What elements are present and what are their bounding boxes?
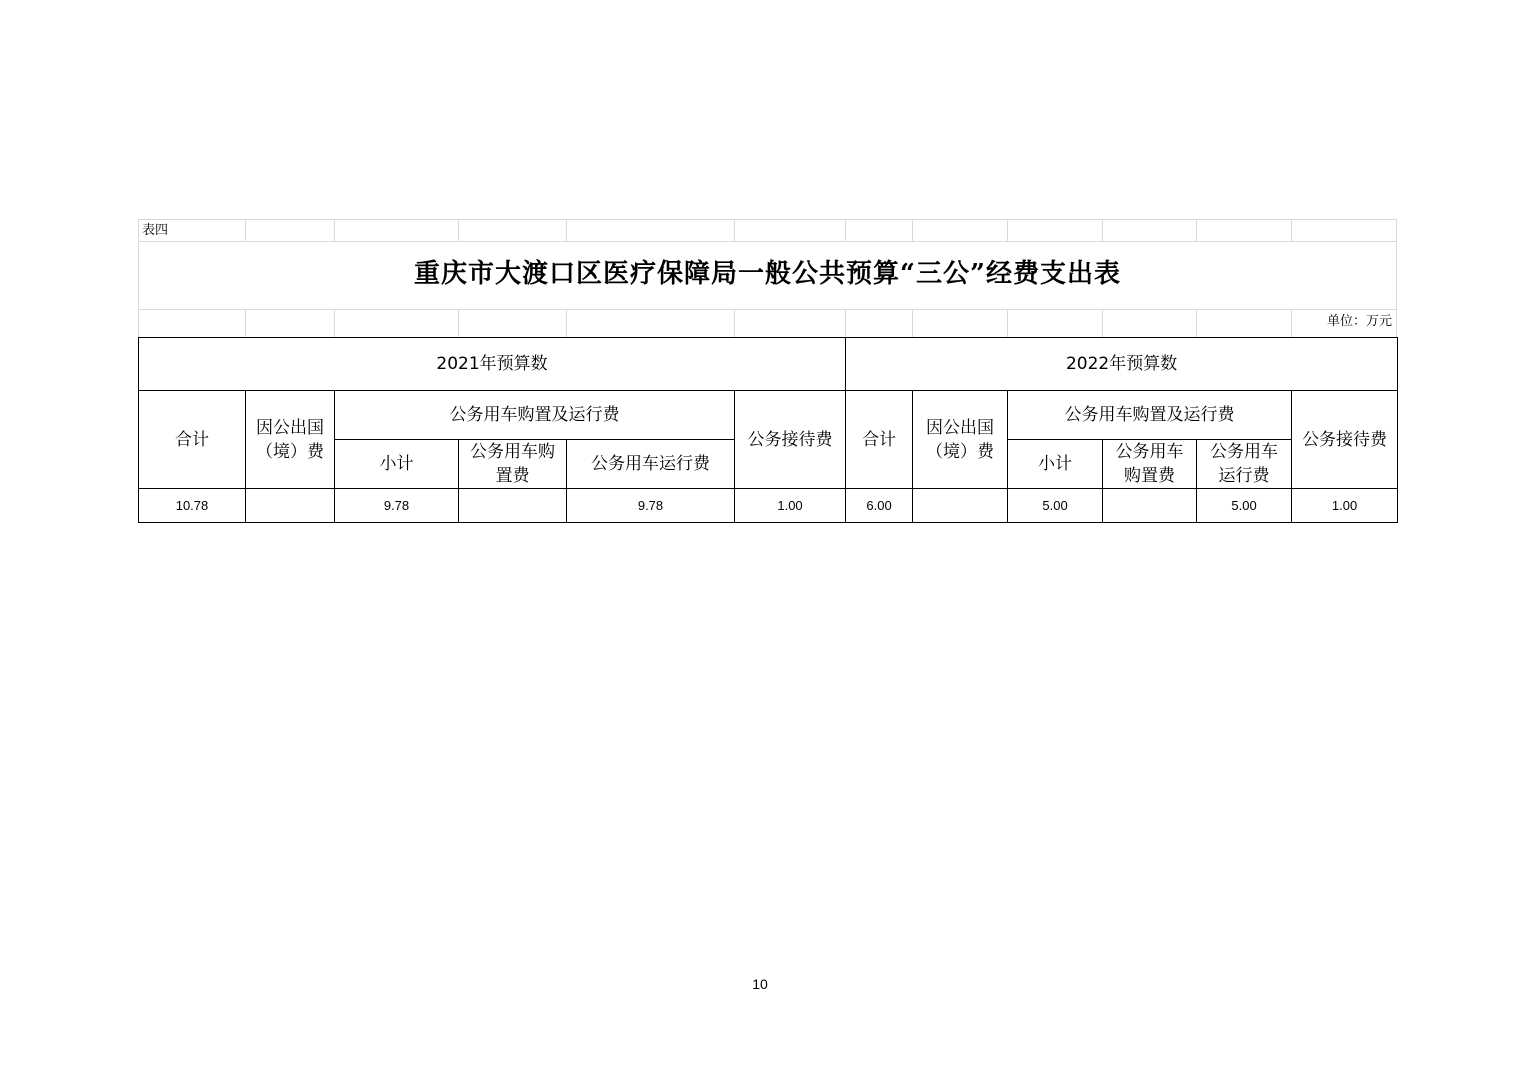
value-2022-abroad (913, 489, 1008, 523)
value-2022-vehicle-subtotal: 5.00 (1008, 489, 1103, 523)
value-2022-vehicle-operation: 5.00 (1197, 489, 1292, 523)
header-2021-vehicle-subtotal: 小计 (335, 440, 459, 489)
value-2021-reception: 1.00 (735, 489, 846, 523)
header-2021-abroad: 因公出国（境）费 (246, 391, 335, 489)
header-2021-vehicle-purchase: 公务用车购置费 (459, 440, 567, 489)
header-2021-vehicle-group: 公务用车购置及运行费 (335, 391, 735, 440)
header-2022-vehicle-subtotal: 小计 (1008, 440, 1103, 489)
year-2022-header: 2022年预算数 (846, 338, 1398, 391)
value-2022-vehicle-purchase (1103, 489, 1197, 523)
value-2021-vehicle-subtotal: 9.78 (335, 489, 459, 523)
year-2021-header: 2021年预算数 (139, 338, 846, 391)
header-2021-reception: 公务接待费 (735, 391, 846, 489)
header-2021-vehicle-operation: 公务用车运行费 (567, 440, 735, 489)
header-2022-total: 合计 (846, 391, 913, 489)
value-2022-total: 6.00 (846, 489, 913, 523)
value-2021-abroad (246, 489, 335, 523)
value-2021-vehicle-operation: 9.78 (567, 489, 735, 523)
value-2022-reception: 1.00 (1292, 489, 1398, 523)
header-2022-vehicle-purchase: 公务用车购置费 (1103, 440, 1197, 489)
header-2022-reception: 公务接待费 (1292, 391, 1398, 489)
table-label: 表四 (142, 223, 169, 238)
header-2022-vehicle-operation: 公务用车运行费 (1197, 440, 1292, 489)
header-2021-total: 合计 (139, 391, 246, 489)
header-2022-abroad: 因公出国（境）费 (913, 391, 1008, 489)
value-2021-total: 10.78 (139, 489, 246, 523)
page-number: 10 (752, 976, 768, 992)
three-public-expenses-table (138, 337, 1398, 523)
unit-label: 单位：万元 (1326, 314, 1392, 329)
header-2022-vehicle-group: 公务用车购置及运行费 (1008, 391, 1292, 440)
value-2021-vehicle-purchase (459, 489, 567, 523)
document-title: 重庆市大渡口区医疗保障局一般公共预算“三公”经费支出表 (414, 259, 1121, 289)
